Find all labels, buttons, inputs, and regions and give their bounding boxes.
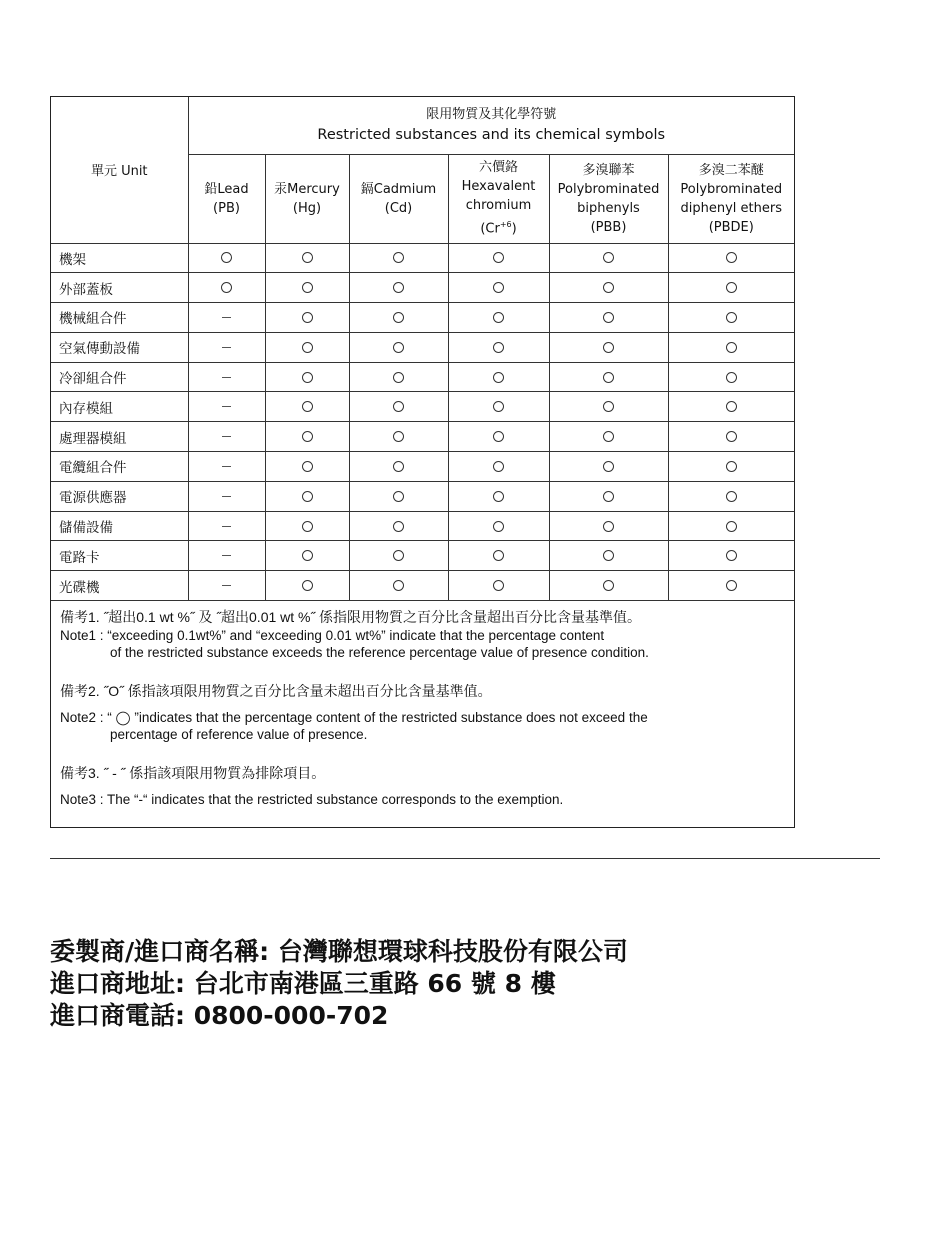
dash-mark-icon — [222, 436, 231, 437]
substance-mark-cell — [265, 392, 349, 422]
substance-mark-cell — [668, 511, 794, 541]
substance-mark-cell — [265, 422, 349, 452]
substance-mark-cell — [668, 571, 794, 601]
substance-header-line — [449, 215, 549, 238]
substance-mark-cell — [265, 452, 349, 482]
circle-mark-icon — [493, 431, 504, 442]
dash-mark-icon — [222, 317, 231, 318]
importer-name: 委製商/進口商名稱: 台灣聯想環球科技股份有限公司 — [50, 937, 628, 966]
circle-mark-icon — [726, 282, 737, 293]
circle-mark-icon — [603, 550, 614, 561]
table-row — [51, 243, 794, 273]
component-label: 處理器模組 — [51, 422, 188, 452]
circle-mark-icon — [393, 372, 404, 383]
note-spacer — [60, 701, 785, 709]
substance-header-line: (Hg) — [292, 200, 322, 216]
substances-title-en: Restricted substances and its chemical symbols — [317, 127, 666, 144]
circle-mark-icon — [603, 252, 614, 263]
component-label: 光碟機 — [51, 571, 188, 601]
circle-mark-icon — [302, 550, 313, 561]
substance-mark-cell — [668, 452, 794, 482]
substance-mark-cell — [668, 303, 794, 333]
substance-header-lead — [188, 154, 265, 243]
table-row — [51, 452, 794, 482]
note1-en-line2: of the restricted substance exceeds the reference percentage value of presence condition. — [110, 645, 649, 660]
substance-mark-cell — [549, 332, 668, 362]
component-label: 機械組合件 — [51, 303, 188, 333]
circle-mark-icon — [493, 312, 504, 323]
substances-title-zh: 限用物質及其化學符號 — [426, 107, 557, 123]
substance-mark-cell — [349, 362, 448, 392]
circle-mark-icon — [726, 252, 737, 263]
dash-mark-icon — [222, 377, 231, 378]
circle-mark-icon — [493, 580, 504, 591]
substance-header-line: Polybrominated — [680, 181, 783, 197]
circle-mark-icon — [726, 521, 737, 532]
circle-mark-icon — [221, 252, 232, 263]
circle-mark-icon — [493, 491, 504, 502]
substance-header-line: 六價鉻 — [478, 160, 518, 176]
component-label: 內存模組 — [51, 392, 188, 422]
circle-mark-icon — [726, 550, 737, 561]
substance-mark-cell — [549, 303, 668, 333]
substance-mark-cell — [188, 243, 265, 273]
dash-mark-icon — [222, 466, 231, 467]
substance-header-line: 鉛Lead — [204, 181, 249, 197]
substance-header-hexavalent-chromium — [448, 154, 549, 243]
rohs-declaration-sheet — [50, 96, 795, 828]
table-row — [51, 481, 794, 511]
substance-mark-cell — [448, 362, 549, 392]
dash-mark-icon — [222, 347, 231, 348]
substance-mark-cell — [188, 571, 265, 601]
note1-en-line1: Note1 : “exceeding 0.1wt%” and “exceeding 0.01 wt%” indicate that the percentage content — [60, 628, 605, 643]
substance-mark-cell — [668, 243, 794, 273]
substance-mark-cell — [349, 303, 448, 333]
circle-mark-icon — [302, 282, 313, 293]
substance-mark-cell — [265, 303, 349, 333]
substance-mark-cell — [265, 273, 349, 303]
substance-header-line: Hexavalent — [461, 179, 536, 195]
circle-mark-icon — [603, 431, 614, 442]
substance-mark-cell — [549, 571, 668, 601]
substance-header-line: (Cd) — [384, 200, 413, 216]
dash-mark-icon — [222, 496, 231, 497]
circle-mark-icon — [493, 282, 504, 293]
circle-mark-icon — [493, 521, 504, 532]
importer-phone: 進口商電話: 0800-000-702 — [50, 1001, 389, 1030]
circle-mark-icon — [393, 521, 404, 532]
circle-mark-icon — [726, 431, 737, 442]
notes-section — [60, 607, 785, 808]
substance-header-pbb — [549, 154, 668, 243]
table-row — [51, 571, 794, 601]
circle-mark-icon — [393, 580, 404, 591]
substance-mark-cell — [668, 541, 794, 571]
substance-mark-cell — [188, 481, 265, 511]
unit-header: 單元 Unit — [51, 97, 188, 243]
dash-mark-icon — [222, 555, 231, 556]
circle-mark-icon — [302, 252, 313, 263]
substance-header-line: biphenyls — [577, 200, 640, 216]
substance-mark-cell — [668, 392, 794, 422]
circle-mark-icon — [603, 401, 614, 412]
substance-mark-cell — [668, 332, 794, 362]
substance-mark-cell — [188, 332, 265, 362]
component-label: 外部蓋板 — [51, 273, 188, 303]
substance-mark-cell — [349, 571, 448, 601]
substance-mark-cell — [349, 273, 448, 303]
circle-mark-icon — [221, 282, 232, 293]
substance-header-line: (PBB) — [590, 219, 627, 235]
importer-address: 進口商地址: 台北市南港區三重路 66 號 8 樓 — [50, 969, 556, 998]
substance-mark-cell — [188, 303, 265, 333]
table-row — [51, 541, 794, 571]
note1-en — [60, 627, 785, 661]
circle-mark-icon — [393, 461, 404, 472]
circle-mark-icon — [302, 312, 313, 323]
component-label: 空氣傳動設備 — [51, 332, 188, 362]
substance-mark-cell — [448, 571, 549, 601]
table-row — [51, 511, 794, 541]
substance-mark-cell — [549, 392, 668, 422]
substance-mark-cell — [349, 481, 448, 511]
chromium-symbol-end: ) — [511, 221, 517, 237]
substance-header-line: (PBDE) — [708, 219, 754, 235]
circle-mark-icon — [393, 550, 404, 561]
substance-mark-cell — [448, 243, 549, 273]
circle-mark-icon — [493, 550, 504, 561]
substance-mark-cell — [265, 511, 349, 541]
dash-mark-icon — [222, 585, 231, 586]
substance-mark-cell — [188, 541, 265, 571]
note2-en-line1: Note2 : “ ◯ ”indicates that the percentage content of the restricted substance does not exceed the — [60, 710, 648, 725]
table-row — [51, 273, 794, 303]
substance-mark-cell — [188, 273, 265, 303]
substance-mark-cell — [265, 362, 349, 392]
substance-mark-cell — [448, 481, 549, 511]
substance-mark-cell — [188, 422, 265, 452]
section-divider — [50, 858, 880, 859]
substance-mark-cell — [448, 452, 549, 482]
substance-header-line: (PB) — [213, 200, 240, 216]
substance-mark-cell — [265, 571, 349, 601]
substance-mark-cell — [265, 481, 349, 511]
substance-mark-cell — [668, 362, 794, 392]
circle-mark-icon — [393, 252, 404, 263]
note1-zh: 備考1. ˝超出0.1 wt %˝ 及 ˝超出0.01 wt %˝ 係指限用物質之百分比含量超出百分比含量基準值。 — [60, 609, 642, 625]
substance-header-line: diphenyl ethers — [680, 200, 782, 216]
circle-mark-icon — [493, 252, 504, 263]
substance-mark-cell — [549, 481, 668, 511]
substance-mark-cell — [448, 422, 549, 452]
substance-mark-cell — [549, 511, 668, 541]
substance-header-mercury — [265, 154, 349, 243]
substance-mark-cell — [448, 511, 549, 541]
component-label: 電路卡 — [51, 541, 188, 571]
substance-mark-cell — [349, 422, 448, 452]
circle-mark-icon — [603, 312, 614, 323]
substance-mark-cell — [549, 273, 668, 303]
substance-mark-cell — [549, 243, 668, 273]
substance-mark-cell — [448, 332, 549, 362]
circle-mark-icon — [302, 491, 313, 502]
circle-mark-icon — [393, 431, 404, 442]
substance-mark-cell — [265, 332, 349, 362]
circle-mark-icon — [726, 401, 737, 412]
substance-mark-cell — [188, 392, 265, 422]
substance-mark-cell — [188, 452, 265, 482]
circle-mark-icon — [726, 491, 737, 502]
substance-header-line: 多溴聯苯 — [582, 162, 635, 178]
note2-en-line2: percentage of reference value of presence. — [110, 727, 368, 742]
note-spacer — [60, 661, 785, 681]
circle-mark-icon — [393, 282, 404, 293]
substance-header-line: 鎘Cadmium — [360, 181, 437, 197]
note2-zh: 備考2. ˝O˝ 係指該項限用物質之百分比含量未超出百分比含量基準值。 — [60, 683, 492, 699]
substance-mark-cell — [188, 362, 265, 392]
circle-mark-icon — [302, 580, 313, 591]
dash-mark-icon — [222, 526, 231, 527]
circle-mark-icon — [603, 461, 614, 472]
component-label: 機架 — [51, 243, 188, 273]
circle-mark-icon — [493, 401, 504, 412]
substance-mark-cell — [349, 332, 448, 362]
note-spacer — [60, 783, 785, 791]
table-row — [51, 362, 794, 392]
circle-mark-icon — [393, 491, 404, 502]
restricted-substances-table — [51, 97, 794, 601]
note2-en — [60, 709, 785, 743]
circle-mark-icon — [603, 521, 614, 532]
circle-mark-icon — [393, 312, 404, 323]
substance-header-cadmium — [349, 154, 448, 243]
substance-mark-cell — [349, 243, 448, 273]
circle-mark-icon — [603, 342, 614, 353]
substance-mark-cell — [448, 303, 549, 333]
substance-header-pbde — [668, 154, 794, 243]
component-rows — [51, 243, 794, 601]
table-row — [51, 303, 794, 333]
circle-mark-icon — [726, 372, 737, 383]
circle-mark-icon — [603, 580, 614, 591]
substance-header-line: Polybrominated — [557, 181, 660, 197]
substance-mark-cell — [349, 511, 448, 541]
circle-mark-icon — [726, 342, 737, 353]
chromium-superscript: +6 — [499, 220, 512, 230]
circle-mark-icon — [302, 461, 313, 472]
component-label: 儲備設備 — [51, 511, 188, 541]
component-label: 電纜組合件 — [51, 452, 188, 482]
substance-mark-cell — [549, 422, 668, 452]
substance-mark-cell — [265, 243, 349, 273]
substance-mark-cell — [349, 392, 448, 422]
circle-mark-icon — [603, 372, 614, 383]
chromium-symbol: (Cr — [480, 221, 500, 237]
circle-mark-icon — [393, 401, 404, 412]
circle-mark-icon — [393, 342, 404, 353]
substance-mark-cell — [349, 452, 448, 482]
substance-mark-cell — [549, 541, 668, 571]
substance-mark-cell — [549, 452, 668, 482]
circle-mark-icon — [302, 372, 313, 383]
circle-mark-icon — [302, 401, 313, 412]
substance-header-line: 汞Mercury — [274, 181, 340, 197]
substance-mark-cell — [668, 481, 794, 511]
circle-mark-icon — [493, 461, 504, 472]
note3-zh: 備考3. ˝ - ˝ 係指該項限用物質為排除項目。 — [60, 765, 326, 781]
substance-mark-cell — [265, 541, 349, 571]
substances-title — [188, 97, 794, 154]
substance-mark-cell — [448, 541, 549, 571]
substance-mark-cell — [668, 273, 794, 303]
table-row — [51, 392, 794, 422]
substance-mark-cell — [549, 362, 668, 392]
circle-mark-icon — [302, 431, 313, 442]
circle-mark-icon — [302, 342, 313, 353]
substance-mark-cell — [448, 273, 549, 303]
substance-mark-cell — [188, 511, 265, 541]
note3-en: Note3 : The “-“ indicates that the restricted substance corresponds to the exemption. — [60, 792, 564, 807]
substance-mark-cell — [349, 541, 448, 571]
circle-mark-icon — [726, 312, 737, 323]
circle-mark-icon — [603, 491, 614, 502]
circle-mark-icon — [302, 521, 313, 532]
circle-mark-icon — [726, 461, 737, 472]
circle-mark-icon — [603, 282, 614, 293]
circle-mark-icon — [493, 342, 504, 353]
substance-header-line: chromium — [465, 198, 532, 214]
table-row — [51, 422, 794, 452]
dash-mark-icon — [222, 406, 231, 407]
note-spacer — [60, 743, 785, 763]
component-label: 電源供應器 — [51, 481, 188, 511]
substance-mark-cell — [668, 422, 794, 452]
substance-header-line: 多溴二苯醚 — [698, 162, 764, 178]
circle-mark-icon — [493, 372, 504, 383]
component-label: 冷卻組合件 — [51, 362, 188, 392]
circle-mark-icon — [726, 580, 737, 591]
importer-info — [50, 936, 910, 1032]
table-row — [51, 332, 794, 362]
substance-mark-cell — [448, 392, 549, 422]
